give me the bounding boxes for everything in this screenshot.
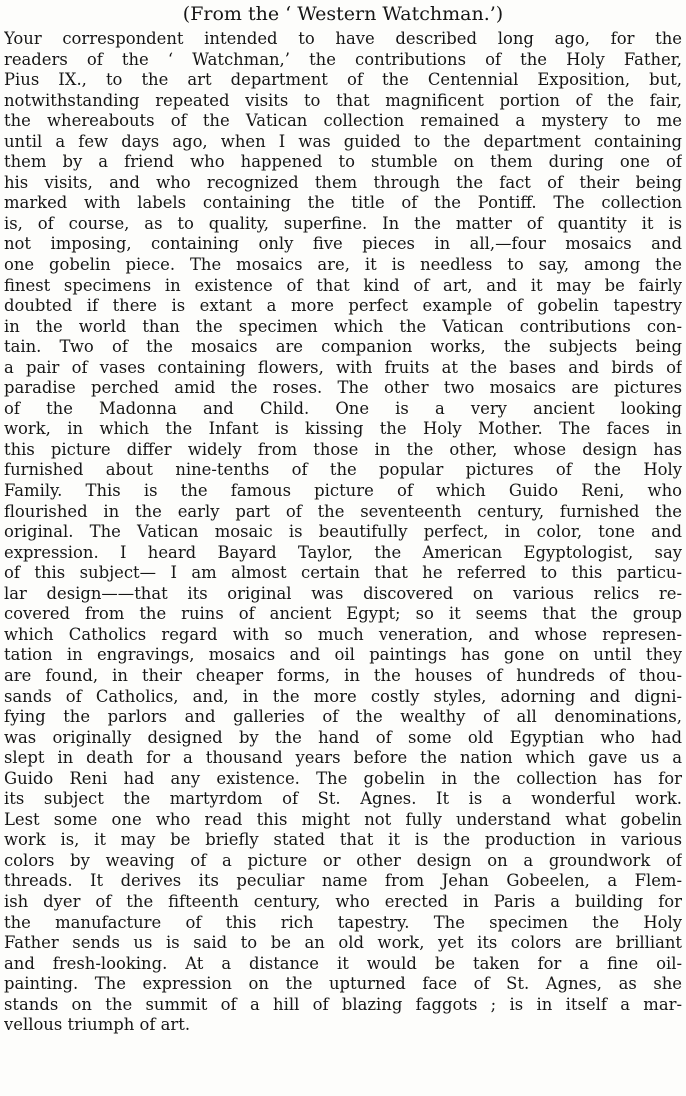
source-heading: (From the ‘ Western Watchman.’) [182, 3, 504, 25]
text-line: doubted if there is extant a more perfect example of gobelin tapestry [4, 296, 682, 316]
text-line: was originally designed by the hand of some old Egyptian who had [4, 727, 682, 747]
text-line: the manufacture of this rich tapestry. The specimen the Holy [4, 912, 682, 932]
text-line: are found, in their cheaper forms, in the houses of hundreds of thou- [4, 665, 682, 685]
text-line: covered from the ruins of ancient Egypt; so it seems that the group [4, 604, 682, 624]
text-line: Family. This is the famous picture of which Guido Reni, who [4, 481, 682, 501]
text-line: painting. The expression on the upturned face of St. Agnes, as she [4, 974, 682, 994]
text-line: not imposing, containing only five pieces in all,—four mosaics and [4, 234, 682, 254]
text-line: of this subject— I am almost certain that he referred to this particu- [4, 563, 682, 583]
text-line: his visits, and who recognized them through the fact of their being [4, 172, 682, 192]
text-line: slept in death for a thousand years before the nation which gave us a [4, 748, 682, 768]
text-line: its subject the martyrdom of St. Agnes. It is a wonderful work. [4, 789, 682, 809]
text-line: and fresh-looking. At a distance it would be taken for a fine oil- [4, 953, 682, 973]
text-line: in the world than the specimen which the Vatican contributions con- [4, 316, 682, 336]
text-line: stands on the summit of a hill of blazing faggots ; is in itself a mar- [4, 994, 682, 1014]
text-line: threads. It derives its peculiar name from Jehan Gobeelen, a Flem- [4, 871, 682, 891]
text-line: Father sends us is said to be an old work, yet its colors are brilliant [4, 933, 682, 953]
text-line: Your correspondent intended to have described long ago, for the [4, 29, 682, 48]
text-line: lar design——that its original was discovered on various relics re- [4, 583, 682, 603]
text-line: the whereabouts of the Vatican collection remained a mystery to me [4, 111, 682, 131]
text-line: readers of the ‘ Watchman,’ the contributions of the Holy Father, [4, 49, 682, 69]
text-line: paradise perched amid the roses. The other two mosaics are pictures [4, 378, 682, 398]
text-line: sands of Catholics, and, in the more costly styles, adorning and digni- [4, 686, 682, 706]
text-line: work, in which the Infant is kissing the Holy Mother. The faces in [4, 419, 682, 439]
text-line: flourished in the early part of the seventeenth century, furnished the [4, 501, 682, 521]
text-line: tain. Two of the mosaics are companion works, the subjects being [4, 337, 682, 357]
text-line: work is, it may be briefly stated that it is the production in various [4, 830, 682, 850]
article-body [4, 29, 682, 1036]
text-line: until a few days ago, when I was guided to the department containing [4, 131, 682, 151]
text-line: Guido Reni had any existence. The gobelin in the collection has for [4, 768, 682, 788]
text-line: which Catholics regard with so much veneration, and whose represen- [4, 624, 682, 644]
text-line: furnished about nine-tenths of the popular pictures of the Holy [4, 460, 682, 480]
text-line: one gobelin piece. The mosaics are, it is needless to say, among the [4, 255, 682, 275]
text-line: ish dyer of the fifteenth century, who erected in Paris a building for [4, 891, 682, 911]
text-line: notwithstanding repeated visits to that magnificent portion of the fair, [4, 90, 682, 110]
text-line: colors by weaving of a picture or other design on a groundwork of [4, 850, 682, 870]
text-line: this picture differ widely from those in the other, whose design has [4, 439, 682, 459]
text-line: a pair of vases containing flowers, with fruits at the bases and birds of [4, 357, 682, 377]
text-line: is, of course, as to quality, superfine. In the matter of quantity it is [4, 213, 682, 233]
text-line: marked with labels containing the title of the Pontiff. The collection [4, 193, 682, 213]
text-line: original. The Vatican mosaic is beautifully perfect, in color, tone and [4, 522, 682, 542]
text-line: expression. I heard Bayard Taylor, the American Egyptologist, say [4, 542, 682, 562]
text-line: fying the parlors and galleries of the wealthy of all denominations, [4, 707, 682, 727]
text-line: of the Madonna and Child. One is a very ancient looking [4, 398, 682, 418]
text-line: finest specimens in existence of that kind of art, and it may be fairly [4, 275, 682, 295]
text-line: them by a friend who happened to stumble on them during one of [4, 152, 682, 172]
text-line: Lest some one who read this might not fully understand what gobelin [4, 809, 682, 829]
text-line: Pius IX., to the art department of the Centennial Exposition, but, [4, 70, 682, 90]
text-line: vellous triumph of art. [4, 1015, 191, 1035]
text-line: tation in engravings, mosaics and oil paintings has gone on until they [4, 645, 682, 665]
